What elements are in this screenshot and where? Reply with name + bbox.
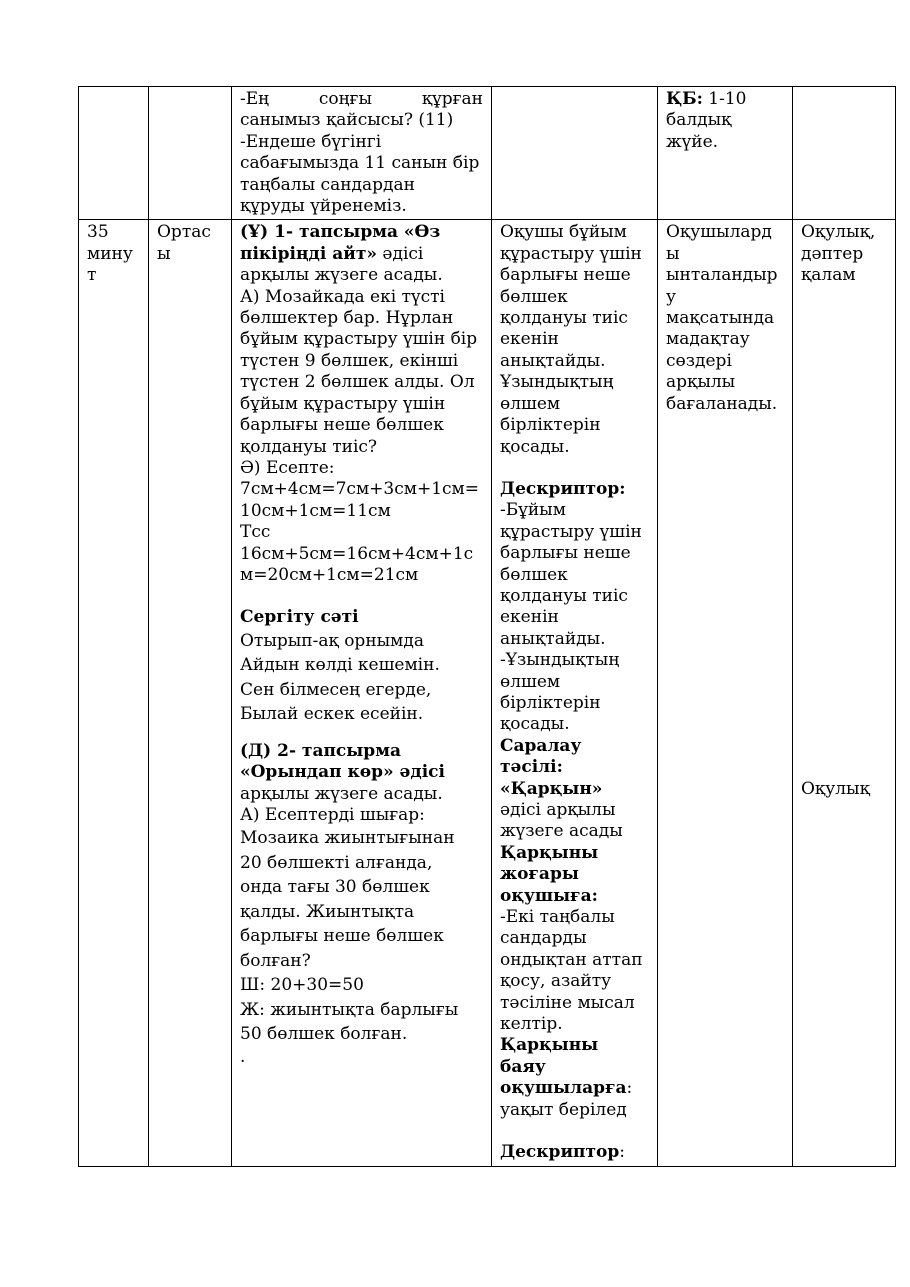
task1-problem-a: А) Мозайкада екі түсті бөлшектер бар. Нұрлан бұйым құрастыру үшін бір түстен 9 бөлшек, екінші түстен 2 бөлшек алды. Ол бұйым құрастыру үшін барлығы неше бөлшек қолдануы тиіс?	[240, 286, 478, 457]
solution-line: Ш: 20+30=50	[240, 975, 364, 996]
assessment-cell: Оқушыларды ынталандыру мақсатында мадақтау сөздері арқылы бағаланады.	[658, 220, 793, 1166]
differentiation-text: әдісі арқылы жүзеге асады	[500, 800, 623, 842]
poem-line: Сен білмесең егерде,	[240, 679, 432, 700]
task2-instruction: А) Есептерді шығар:	[240, 804, 425, 825]
high-pace-heading: Қарқыны жоғары оқушыға:	[500, 842, 599, 906]
resources-text: Оқулық, дәптер қалам	[801, 222, 876, 286]
task1-heading: (Ұ) 1- тапсырма «Өз пікіріңді айт» әдісі арқылы жүзеге асады.	[240, 222, 443, 286]
time-cell: 35 минут	[79, 220, 149, 1166]
task2-heading: (Д) 2- тапсырма «Орындап көр» әдісі	[240, 740, 445, 783]
assessment-text: 1-10 балдық жүйе.	[666, 89, 747, 152]
student-intro: Оқушы бұйым құрастыру үшін барлығы неше бөлшек қолдануы тиіс екенін анықтайды. Ұзындықтың өлшем бірліктерін қосады.	[500, 222, 642, 457]
teacher-text: -Ендеше бүгінгі сабағымызда 11 санын бір таңбалы сандардан құруды үйренеміз.	[240, 131, 480, 217]
resources-cell	[793, 87, 896, 220]
student-activity-cell	[492, 220, 658, 1166]
answer-line: 50 бөлшек болған.	[240, 1024, 408, 1045]
stage-cell	[149, 87, 232, 220]
table-row	[79, 87, 896, 220]
trailing-dot: .	[240, 1046, 246, 1067]
poem-line: Былай ескек есейін.	[240, 704, 424, 725]
teacher-text-line: -Ең соңғы құрған	[240, 89, 483, 109]
assessment-cell	[658, 87, 793, 220]
problem-line: 20 бөлшекті алғанда,	[240, 852, 433, 873]
teacher-activity-cell	[232, 220, 492, 1166]
stage-cell: Ортасы	[149, 220, 232, 1166]
time-cell	[79, 87, 149, 220]
poem-line: Айдын көлді кешемін.	[240, 655, 440, 676]
problem-line: Мозаика жиынтығынан	[240, 828, 455, 849]
descriptor-item: -Бұйым құрастыру үшін барлығы неше бөлшек қолдануы тиіс екенін анықтайды.	[500, 500, 642, 649]
table-row	[79, 220, 896, 1166]
high-pace-text: -Екі таңбалы сандарды ондықтан аттап қосу, азайту тәсіліне мысал келтір.	[500, 907, 643, 1035]
descriptor-heading: Дескриптор:	[500, 478, 626, 499]
task1-problem-b: Ә) Есепте:	[240, 457, 335, 478]
equation-2: 16см+5см=16см+4см+1см=20см+1см=21см	[240, 543, 474, 585]
resources-text: Оқулық	[801, 778, 870, 799]
task2-method: арқылы жүзеге асады.	[240, 783, 443, 804]
differentiation-heading: Саралау тәсілі: «Қарқын»	[500, 735, 603, 799]
descriptor-item: -Ұзындықтың өлшем бірліктерін қосады.	[500, 650, 620, 735]
answer-line: Ж: жиынтықта барлығы	[240, 999, 459, 1020]
equation-1: 7см+4см=7см+3см+1см=10см+1см=11см	[240, 479, 480, 521]
low-pace-heading: Қарқыны баяу оқушыларға:	[500, 1035, 633, 1099]
problem-line: онда тағы 30 бөлшек	[240, 877, 430, 898]
teacher-activity-cell	[232, 87, 492, 220]
student-activity-cell	[492, 87, 658, 220]
assessment-label: ҚБ:	[666, 89, 703, 109]
low-pace-text: уақыт берілед	[500, 1099, 627, 1120]
lesson-plan-table	[78, 86, 896, 1167]
tcc-label: Тсс	[240, 522, 271, 543]
resources-cell	[793, 220, 896, 1166]
poem-line: Отырып-ақ орнымда	[240, 630, 425, 651]
teacher-text-line: санымыз қайсысы? (11)	[240, 110, 454, 131]
problem-line: болған?	[240, 950, 311, 971]
problem-line: қалды. Жиынтықта	[240, 901, 415, 922]
problem-line: барлығы неше бөлшек	[240, 926, 444, 947]
descriptor2-heading: Дескриптор:	[500, 1142, 625, 1163]
warmup-heading: Сергіту сәті	[240, 607, 359, 628]
